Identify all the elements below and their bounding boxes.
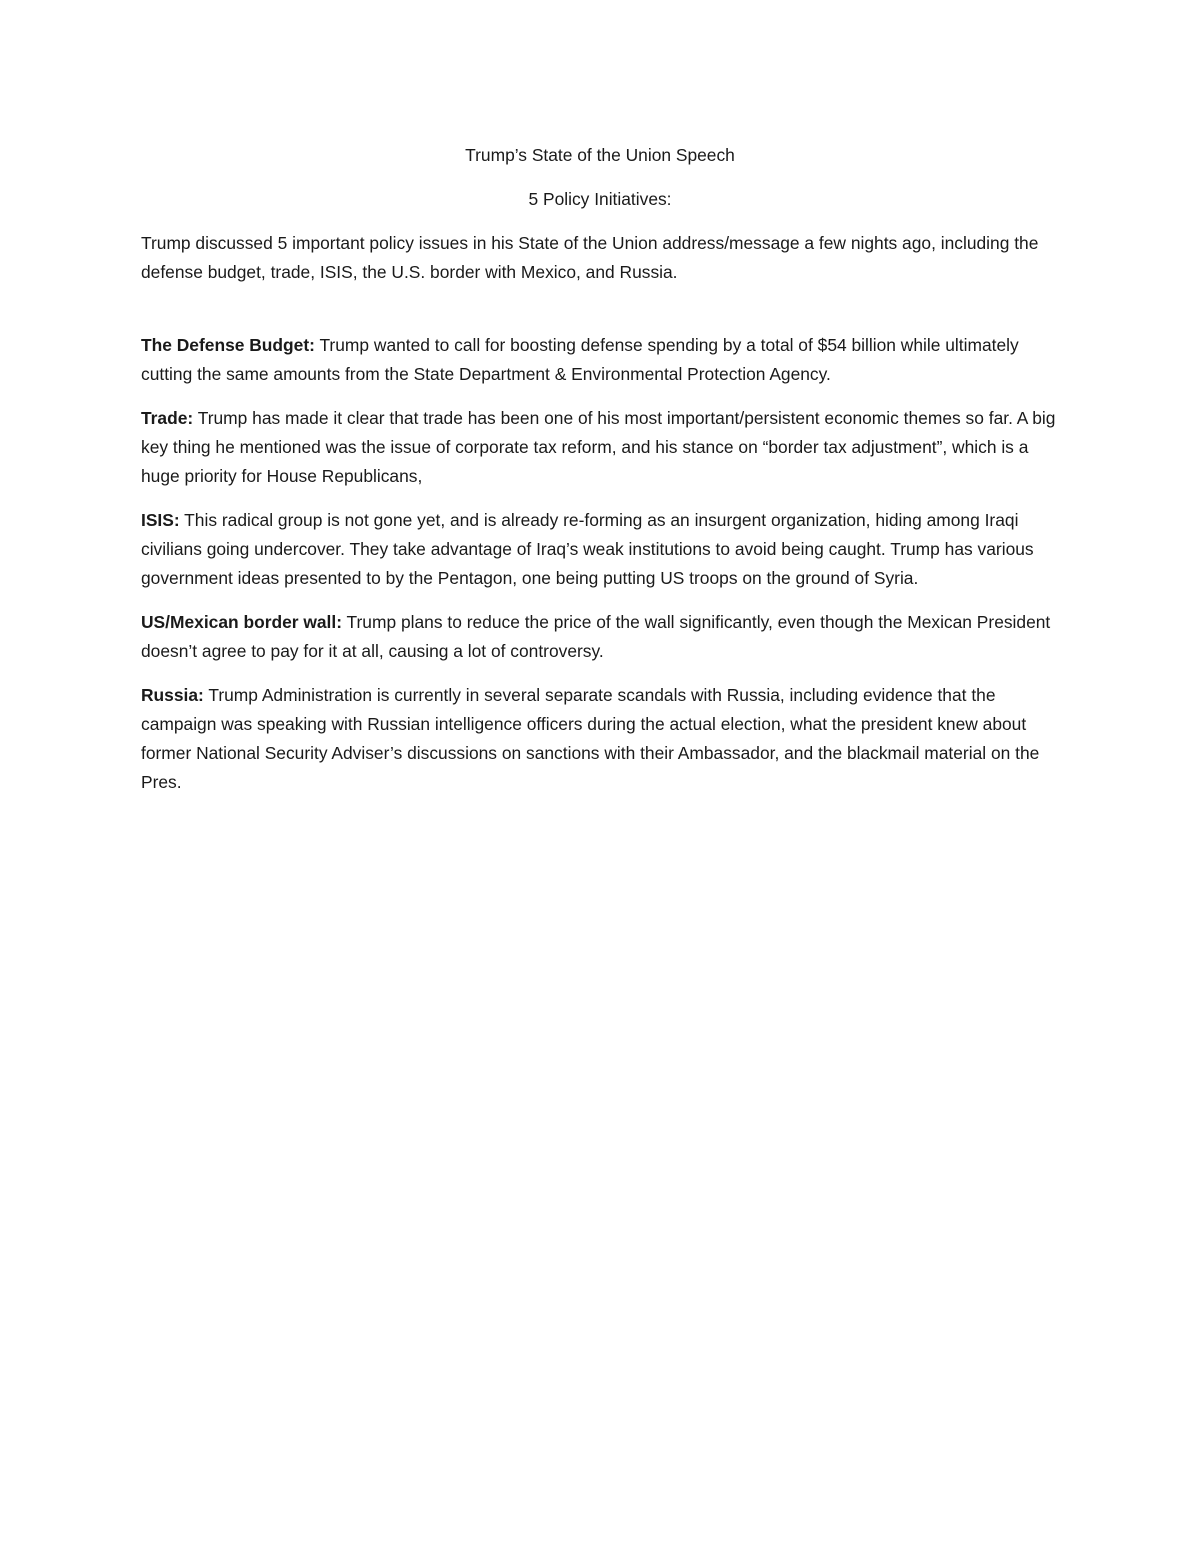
section-border-wall bbox=[141, 608, 1059, 666]
section-russia bbox=[141, 681, 1059, 797]
section-label: Trade: bbox=[141, 408, 194, 428]
document-subtitle: 5 Policy Initiatives: bbox=[528, 189, 672, 209]
section-label: Russia: bbox=[141, 685, 204, 705]
section-text: Trump has made it clear that trade has been one of his most important/persistent economic themes so far. A big key thing he mentioned was the issue of corporate tax reform, and his stance on “border tax adjustment”, which is a huge priority for House Republicans, bbox=[141, 408, 1056, 486]
section-trade bbox=[141, 404, 1059, 491]
section-text: This radical group is not gone yet, and is already re-forming as an insurgent organization, hiding among Iraqi civilians going undercover. They take advantage of Iraq’s weak institutions to avoid being caught. Trump has various government ideas presented to by the Pentagon, one being putting US troops on the ground of Syria. bbox=[141, 510, 1034, 588]
section-label: The Defense Budget: bbox=[141, 335, 315, 355]
document-body bbox=[141, 141, 1059, 812]
section-label: US/Mexican border wall: bbox=[141, 612, 343, 632]
section-label: ISIS: bbox=[141, 510, 180, 530]
section-text: Trump Administration is currently in several separate scandals with Russia, including evidence that the campaign was speaking with Russian intelligence officers during the actual election, what the president knew about former National Security Adviser’s discussions on sanctions with their Ambassador, and the blackmail material on the Pres. bbox=[141, 685, 1040, 792]
intro-paragraph: Trump discussed 5 important policy issues in his State of the Union address/message a few nights ago, including the defense budget, trade, ISIS, the U.S. border with Mexico, and Russia. bbox=[141, 233, 1039, 282]
section-text: Trump wanted to call for boosting defense spending by a total of $54 billion while ultimately cutting the same amounts from the State Department & Environmental Protection Agency. bbox=[141, 335, 1019, 384]
section-isis bbox=[141, 506, 1059, 593]
document-title: Trump’s State of the Union Speech bbox=[465, 145, 735, 165]
section-defense-budget bbox=[141, 331, 1059, 389]
section-text: Trump plans to reduce the price of the wall significantly, even though the Mexican President doesn’t agree to pay for it at all, causing a lot of controversy. bbox=[141, 612, 1051, 661]
